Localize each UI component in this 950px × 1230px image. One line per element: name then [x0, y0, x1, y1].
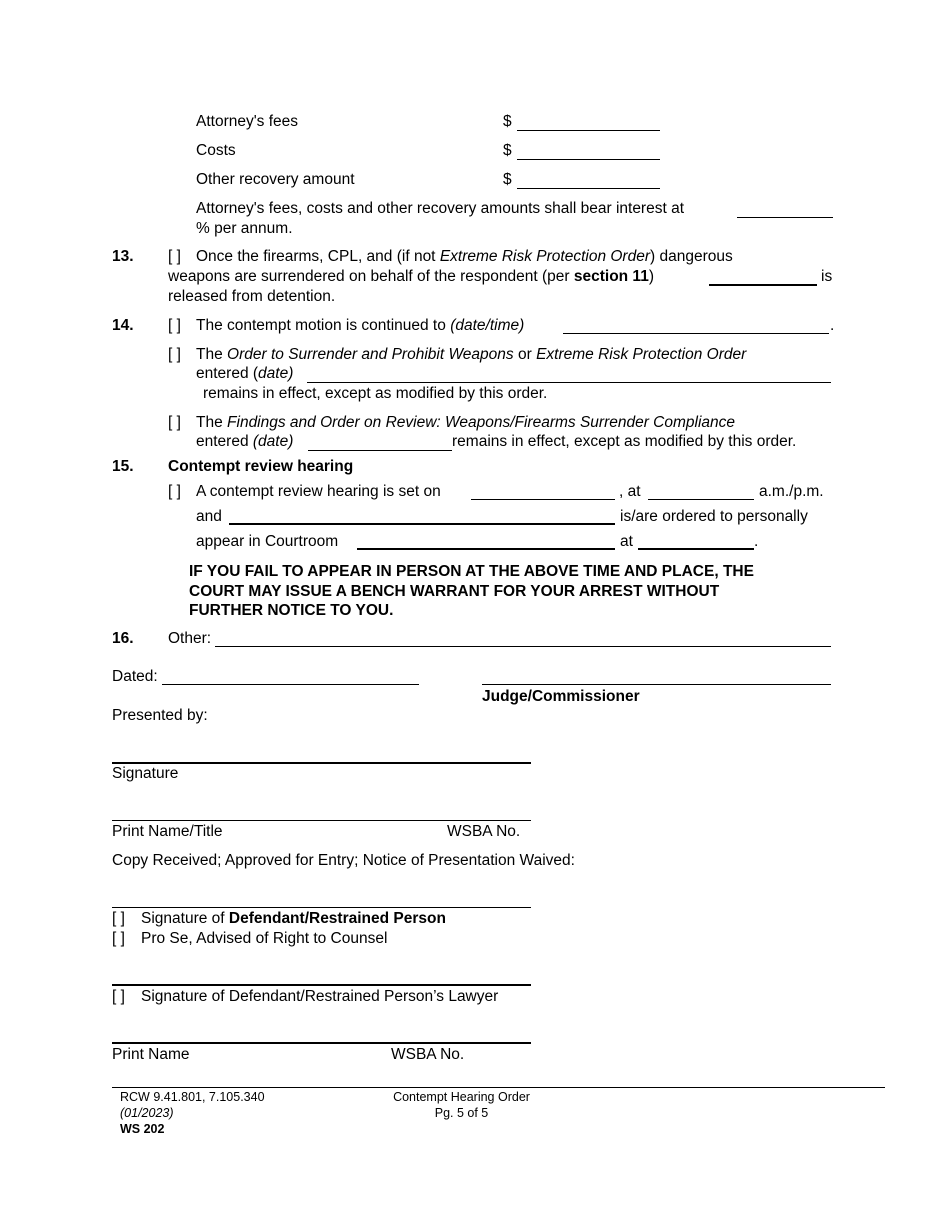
lawyer-signature-line[interactable] [112, 984, 531, 986]
courtroom-text: appear in Courtroom [196, 533, 339, 550]
other-recovery-field[interactable] [517, 188, 660, 189]
lawyer-name-line[interactable] [112, 1042, 531, 1044]
item-15-checkbox[interactable]: [ ] [168, 483, 181, 500]
item-15-heading: Contempt review hearing [168, 458, 354, 475]
dated-field[interactable] [162, 684, 419, 685]
item-14-continued-text: The contempt motion is continued to (date/time) [196, 317, 525, 334]
item-14-entered-text: entered (date) [196, 365, 294, 382]
lawyer-signature-checkbox[interactable]: [ ] [112, 988, 125, 1005]
hearing-and-text: and [196, 508, 222, 525]
hearing-parties-field[interactable] [229, 523, 615, 525]
signature-label: Signature [112, 765, 179, 782]
footer-revision-date: (01/2023) [120, 1106, 174, 1120]
item-13-number: 13. [112, 248, 134, 265]
footer-rule [112, 1087, 885, 1088]
item-13-name-field[interactable] [709, 284, 817, 286]
item-13-line-2: weapons are surrendered on behalf of the respondent (per section 11) [168, 268, 654, 285]
item-14-findings-entered: entered (date) [196, 433, 294, 450]
judge-signature-line[interactable] [482, 684, 831, 685]
costs-label: Costs [196, 142, 236, 159]
attorney-fees-field[interactable] [517, 130, 660, 131]
wsba-label-2: WSBA No. [391, 1046, 465, 1063]
footer-form-title: Contempt Hearing Order [393, 1090, 530, 1104]
lawyer-signature-label: Signature of Defendant/Restrained Person’s Lawyer [141, 988, 499, 1005]
courtroom-location-field[interactable] [638, 548, 754, 550]
interest-rate-field[interactable] [737, 217, 833, 218]
item-14-checkbox-a[interactable]: [ ] [168, 317, 181, 334]
wsba-label: WSBA No. [447, 823, 521, 840]
item-15-number: 15. [112, 458, 134, 475]
costs-field[interactable] [517, 159, 660, 160]
am-pm-text: a.m./p.m. [759, 483, 824, 500]
bench-warrant-warning: IF YOU FAIL TO APPEAR IN PERSON AT THE ABOVE TIME AND PLACE, THE COURT MAY ISSUE A BENCH WARRANT FOR YOUR ARREST WITHOUT FURTHER NOTICE TO YOU. [189, 563, 754, 619]
interest-text: Attorney's fees, costs and other recovery amounts shall bear interest at [196, 200, 685, 217]
pro-se-label: Pro Se, Advised of Right to Counsel [141, 930, 388, 947]
item-13-line-3: released from detention. [168, 288, 336, 305]
currency-symbol: $ [503, 171, 512, 188]
currency-symbol: $ [503, 113, 512, 130]
footer-page-number: Pg. 5 of 5 [434, 1106, 489, 1120]
courtroom-period: . [754, 533, 759, 550]
defendant-signature-line[interactable] [112, 907, 531, 908]
judge-commissioner-label: Judge/Commissioner [482, 688, 640, 705]
order-entered-date-field[interactable] [307, 382, 831, 383]
other-label: Other: [168, 630, 212, 647]
hearing-date-field[interactable] [471, 499, 615, 500]
currency-symbol: $ [503, 142, 512, 159]
item-13-is: is [821, 268, 833, 285]
defendant-signature-checkbox[interactable]: [ ] [112, 910, 125, 927]
copy-received-text: Copy Received; Approved for Entry; Notice of Presentation Waived: [112, 852, 575, 869]
footer-rcw: RCW 9.41.801, 7.105.340 [120, 1090, 265, 1104]
item-14-checkbox-c[interactable]: [ ] [168, 414, 181, 431]
interest-text-2: % per annum. [196, 220, 293, 237]
attorney-fees-label: Attorney's fees [196, 113, 299, 130]
item-14-checkbox-b[interactable]: [ ] [168, 346, 181, 363]
item-14-findings-remains: remains in effect, except as modified by this order. [452, 433, 797, 450]
item-13-checkbox[interactable]: [ ] [168, 248, 181, 265]
presented-by-label: Presented by: [112, 707, 208, 724]
item-16-number: 16. [112, 630, 134, 647]
courtroom-field[interactable] [357, 548, 615, 550]
print-name-title-label: Print Name/Title [112, 823, 223, 840]
dated-label: Dated: [112, 668, 158, 685]
print-name-label: Print Name [112, 1046, 190, 1063]
hearing-at-text: , at [619, 483, 641, 500]
hearing-set-text: A contempt review hearing is set on [196, 483, 441, 500]
item-14-findings-text: The Findings and Order on Review: Weapons/Firearms Surrender Compliance [196, 414, 736, 431]
findings-entered-date-field[interactable] [308, 450, 452, 451]
item-14-period: . [830, 317, 835, 334]
ordered-appear-text: is/are ordered to personally [620, 508, 808, 525]
item-14-remains-text: remains in effect, except as modified by this order. [203, 385, 548, 402]
continued-date-field[interactable] [563, 333, 829, 334]
presenter-name-line[interactable] [112, 820, 531, 821]
item-14-order-text: The Order to Surrender and Prohibit Weapons or Extreme Risk Protection Order [196, 346, 747, 363]
item-14-number: 14. [112, 317, 134, 334]
courtroom-at-text: at [620, 533, 633, 550]
defendant-signature-label: Signature of Defendant/Restrained Person [141, 910, 446, 927]
other-field[interactable] [215, 646, 831, 647]
item-13-line-1: Once the firearms, CPL, and (if not Extreme Risk Protection Order) dangerous [196, 248, 733, 265]
footer-form-number: WS 202 [120, 1122, 165, 1136]
hearing-time-field[interactable] [648, 499, 754, 500]
other-recovery-label: Other recovery amount [196, 171, 355, 188]
pro-se-checkbox[interactable]: [ ] [112, 930, 125, 947]
presenter-signature-line[interactable] [112, 762, 531, 764]
